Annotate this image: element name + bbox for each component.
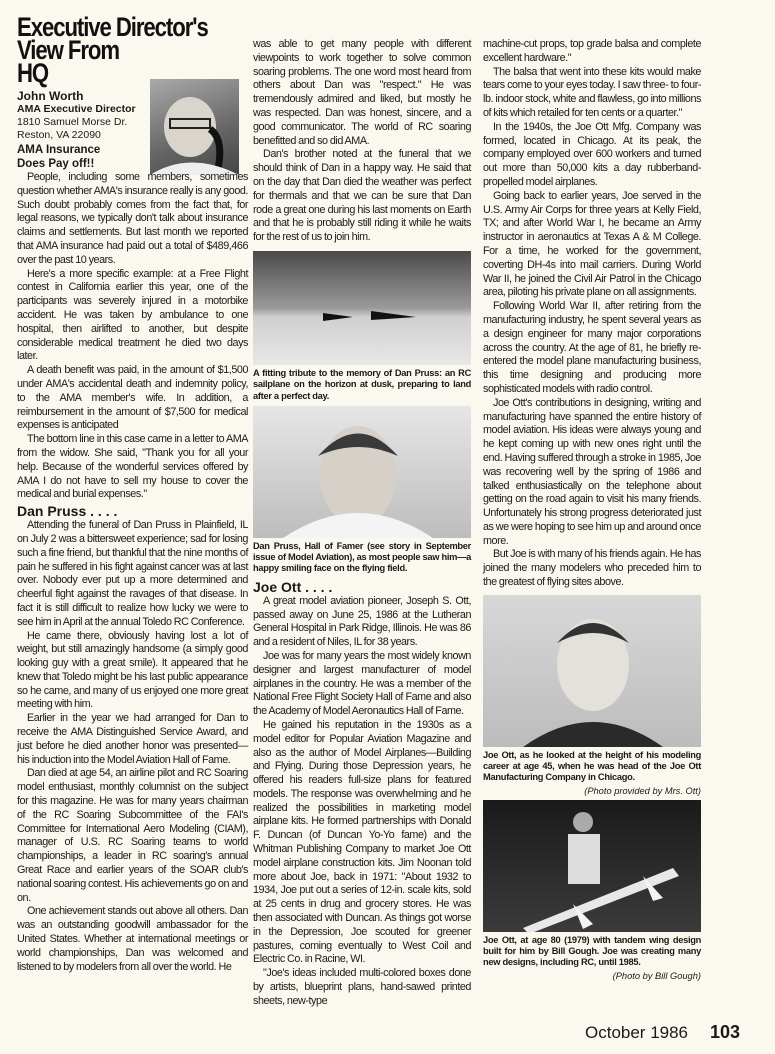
paragraph: Dan's brother noted at the funeral that we should think of Dan in a happy way. He said that on the day that Dan died the weather was perfect for thermals and that we can be sure that Dan rode a great one during his last moments on Earth and that he is probably still riding it while he waits for the rest of us to join him. [253,148,471,244]
author-role: AMA Executive Director [17,103,136,115]
paragraph: He gained his reputation in the 1930s as a model editor for Popular Aviation Magazine and also as the author of Model Airplanes—Building and Flying. During those Depression years, he offered his readers full-size plans for featured models. The response was overwhelming and he realized the possibilities in marketing model airplane kits. He formed partnerships with Donald F. Duncan (of Duncan Yo-Yo fame) and the Whitman Publishing Company to market Joe Ott model airplane construction kits. Jim Noonan told more about Joe, back in 1971: "About 1932 to 1934, Joe put out a series of 12-in. scale kits, sold at 25 cents in drug and grocery stores. He was then associated with Duncan. As things got worse in the Depression, Joe scouted for greener pastures, coming eventually to West Coil and Electric Co. in Racine, WI. [253,718,471,966]
joe-ott-portrait [483,595,701,747]
address-line-2: Reston, VA 22090 [17,129,101,141]
paragraph: But Joe is with many of his friends again. He has joined the many modelers who preceded him to the greatest of flying sites above. [483,548,701,589]
insurance-heading: AMA Insurance Does Pay off!! [17,144,101,170]
paragraph: machine-cut props, top grade balsa and complete excellent hardware." [483,38,701,64]
column-1 [17,12,248,974]
sailplane-photo [253,251,471,365]
paragraph: Attending the funeral of Dan Pruss in Plainfield, IL on July 2 was a bittersweet experience; sad for losing such a fine friend, but thankful that the nine months of pain he suffered in his fight against cancer was at last over. Nobody ever put up a more determined and cheerful fight against the ravages of that disease. In fact it is still difficult to realize how lucky we were to see him in April at the annual Toledo RC Conference. [17,519,248,628]
photo-credit: (Photo by Bill Gough) [612,970,701,981]
paragraph: In the 1940s, the Joe Ott Mfg. Company was formed, located in Chicago. At its peak, the company employed over 600 workers and turned out more than 50,000 kits a day rubberband-propelled model airplanes. [483,120,701,188]
paragraph: Earlier in the year we had arranged for Dan to receive the AMA Distinguished Service Award, and just before he died another honor was presented—his induction into the Model Aviation Hall of Fame. [17,712,248,766]
dan-pruss-heading: Dan Pruss . . . . [17,503,118,520]
address-line-1: 1810 Samuel Morse Dr. [17,116,128,128]
page-number: 103 [710,1022,741,1042]
author-name: John Worth [17,89,84,103]
paragraph: Joe was for many years the most widely known designer and largest manufacturer of model airplanes in the country. He was a member of the National Free Flight Society Hall of Fame and also the Academy of Model Aeronautics Hall of Fame. [253,649,471,718]
paragraph: Here's a more specific example: at a Free Flight contest in California earlier this year, one of the participants was severely injured in a motorbike accident. He was taken by ambulance to one hospital, then airlifted to another, but despite considerable medical treatment he died two days later. [17,267,248,363]
sailplane-caption: A fitting tribute to the memory of Dan Pruss: an RC sailplane on the horizon at dusk, preparing to land after a perfect day. [253,367,471,401]
joe-ott-heading: Joe Ott . . . . [253,578,333,595]
dan-pruss-caption: Dan Pruss, Hall of Famer (see story in September issue of Model Aviation), as most people saw him—a happy smiling face on the flying field. [253,540,471,574]
paragraph: A great model aviation pioneer, Joseph S. Ott, passed away on June 25, 1986 at the Lutheran General Hospital in Park Ridge, Illinois. He was 86 and a resident of Niles, IL for 38 years. [253,594,471,649]
paragraph: The balsa that went into these kits would make tears come to your eyes today. I saw three- to four-lb. indoor stock, white and flawless, go into millions of kits which retailed for ten cents or a quarter." [483,65,701,119]
dan-pruss-photo [253,406,471,538]
paragraph: Joe Ott's contributions in designing, writing and manufacturing have spanned the entire history of model aviation. His ideas were always young and he kept coming up with new ones right until the end. Having suffered through a stroke in 1985, Joe was recovering well by the spring of 1986 and talked enthusiastically on the telephone about getting on the road again to visit his many friends. Unfortunately his strong progress deteriorated just as we were hoping to see him up and around once more. [483,396,701,547]
issue-date: October 1986 [585,1023,689,1042]
paragraph: Following World War II, after retiring from the manufacturing industry, he spent several years as a design engineer for many major corporations across the country. At the age of 81, he briefly re-entered the model plane manufacturing business, this time designing and producing more sophisticated models with radio control. [483,300,701,395]
paragraph: People, including some members, sometimes question whether AMA's insurance really is any good. Such doubt probably comes from the fact that, for legal reasons, we typically don't talk about insurance claims and settlements. But last month we reported that AMA insurance had paid out a total of $489,466 over the past 10 years. [17,171,248,266]
paragraph: "Joe's ideas included multi-colored boxes done by artists, blueprint plans, hand-sawed printed sheets, new-type [253,967,471,1007]
joe-ott-model-photo [483,800,701,932]
photo-credit: (Photo provided by Mrs. Ott) [584,785,701,796]
column-2 [253,38,471,1009]
column-title: Executive Director's View From HQ [17,12,208,88]
paragraph: Dan died at age 54, an airline pilot and RC Soaring model enthusiast, monthly columnist on the subject for this magazine. He was for many years chairman of the RC Soaring Subcommittee of the FAI's Committee for International Aero Modeling (CIAM), manager of U.S. RC Soaring teams to world championships, a leader in RC soaring's annual Great Race and earlier years of the SOAR club's national soaring contest. His achievements go on and on. [17,767,248,904]
column-3 [483,38,701,985]
paragraph: He came there, obviously having lost a lot of weight, but still amazingly handsome (a simply good looking guy with a great smile). It appeared that he knew that Toledo might be his last public appearance so he came, and many of us enjoyed one more great meeting with him. [17,629,248,711]
paragraph: Going back to earlier years, Joe served in the U.S. Army Air Corps for three years at Kelly Field, TX; and after World War I, he became an Army instructor in aeronautics at Texas A & M College. For a time, he worked for the government, coverting DH-4s into mail carriers. During World War II, he joined the Civil Air Patrol in the Chicago area, piloting his private plane on all assignments. [483,189,701,299]
paragraph: A death benefit was paid, in the amount of $1,500 under AMA's accidental death and indemnity policy, to the AMA member's wife. In addition, a reimbursement in the amount of $7,500 for medical expenses is anticipated [17,364,248,432]
paragraph: was able to get many people with different viewpoints to work together to solve common soaring problems. The one word most heard from others about Dan was "respect." He was tremendously admired and liked, but mostly he was respected. Dan was honest, sincere, and a good communicator. The world of RC soaring benefitted and so did AMA. [253,38,471,147]
paragraph: The bottom line in this case came in a letter to AMA from the widow. She said, "Thank you for all your help. Because of the wonderful services offered by AMA I do not have to sell my house to cover the medical and burial expenses." [17,433,248,501]
paragraph: One achievement stands out above all others. Dan was an outstanding goodwill ambassador for the United States. Whether at international meetings or world championships, Dan was welcomed and listened to by modelers from all over the world. He [17,905,248,973]
joe-ott-portrait-caption: Joe Ott, as he looked at the height of his modeling career at age 45, when he was head of the Joe Ott Manufacturing Company in Chicago. [483,749,701,783]
page-footer [585,1022,740,1043]
joe-ott-model-caption: Joe Ott, at age 80 (1979) with tandem wing design built for him by Bill Gough. Joe was creating many new designs, including RC, until 1985. [483,934,701,968]
